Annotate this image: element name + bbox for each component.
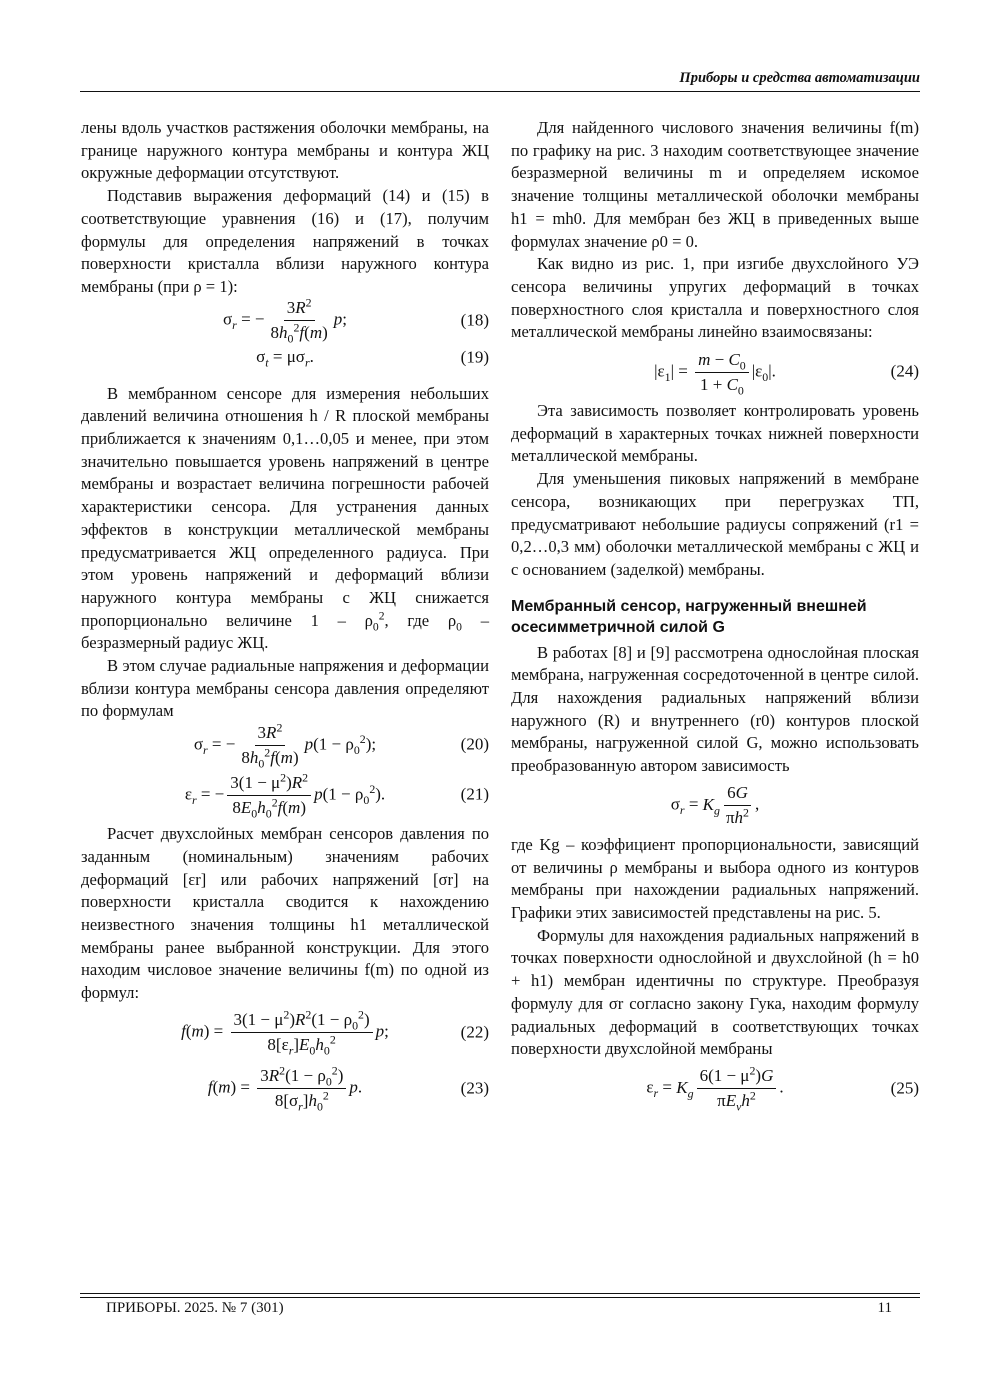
equation-19: $\sigma_t = \mu\sigma_r$. (19) bbox=[256, 347, 489, 370]
journal-section-title: Приборы и средства автоматизации bbox=[679, 70, 920, 86]
paragraph: Как видно из рис. 1, при изгибе двухслойного УЭ сенсора величины упругих деформаций в точках поверхностного слоя кристалла и поверхностного слоя металлической мембраны линейно взаимосвязаны: bbox=[511, 254, 919, 342]
footer-rule bbox=[80, 1297, 920, 1298]
equation-number: (19) bbox=[460, 347, 489, 367]
equation-22: f(m) = $\frac{3(1 - \mu^2)R^2(1 - \rho_0^2)}{8[\varepsilon_r]E_0h_0^2}$ p; (22) bbox=[181, 1007, 489, 1058]
equation-number: (23) bbox=[460, 1078, 489, 1098]
left-column bbox=[81, 117, 489, 1117]
equation-24: $|\varepsilon_1|$ = $\frac{m - C_0}{1 + C_0}$ $|\varepsilon_0|$. (24) bbox=[654, 349, 919, 397]
paragraph: где Kg – коэффициент пропорциональности, зависящий от величины ρ мембраны и выбора одного из контуров мембраны при нахождении радиальных напряжений. Графики этих зависимостей представлены на рис. 5. bbox=[511, 834, 919, 922]
equation-18: $\sigma_r$ = − $\frac{3R^2}{8h_0^2f(m)}$ p; (18) bbox=[223, 295, 489, 346]
equation-kg: $\sigma_r = K_g$ $\frac{6G}{\pi h^2}$ , bbox=[670, 783, 760, 828]
equation-number: (22) bbox=[460, 1022, 489, 1042]
paragraph: Для найденного числового значения величины f(m) по графику на рис. 3 находим соответствующее значение безразмерной величины m и определяем искомое значение толщины металлической оболочки мембраны h1 = mh0. Для мембран без ЖЦ в приведенных выше формулах значение ρ0 = 0. bbox=[511, 118, 919, 251]
paragraph: В мембранном сенсоре для измерения небольших давлений величина отношения h / R плоской мембраны приближается к значениям 0,1…0,05 и менее, при этом значительно повышается уровень напряжений в центре мембраны и возрастает величина погрешности рабочей характеристики сенсора. Для устранения данных эффектов в конструкции металлической мембраны предусматривается ЖЦ определенного радиуса. При этом уровень напряжений и деформаций вблизи наружного контура мембраны с ЖЦ снижается пропорционально величине $1 - \rho_0^2$, где $\rho_0$ – безразмерный радиус ЖЦ. bbox=[81, 383, 489, 653]
equation-number: (21) bbox=[460, 784, 489, 804]
paragraph: В работах [8] и [9] рассмотрена однослойная плоская мембрана, нагруженная сосредоточенной в центре силой. Для нахождения радиальных напряжений вблизи наружного (R) и внутреннего (r0) контуров плоской мембраны, нагруженной силой G, можно использовать преобразованную автором зависимость bbox=[511, 642, 919, 776]
equation-number: (20) bbox=[460, 734, 489, 754]
section-heading: Мембранный сенсор, нагруженный внешней осесимметричной силой G bbox=[511, 597, 867, 636]
paragraph: Формулы для нахождения радиальных напряжений в точках поверхности однослойной и двухслойной (h = h0 + h1) мембран идентичны по структуре. Преобразуя формулу для σr согласно закону Гука, находим формулу радиальных деформаций в соответствующих точках поверхности двухслойной мембраны bbox=[511, 925, 919, 1059]
equation-20: $\sigma_r$ = − $\frac{3R^2}{8h_0^2f(m)}$ $p(1 - \rho_0^2)$; (20) bbox=[193, 720, 489, 771]
paragraph: лены вдоль участков растяжения оболочки мембраны, на границе наружного контура мембраны и контура ЖЦ окружные деформации отсутствуют. bbox=[81, 118, 489, 183]
right-column bbox=[511, 117, 919, 1117]
paragraph: Эта зависимость позволяет контролировать уровень деформаций в характерных точках нижней поверхности металлической мембраны. bbox=[511, 401, 919, 466]
equation-21: $\varepsilon_r$ = − $\frac{3(1 - \mu^2)R^2}{8E_0h_0^2f(m)}$ $p(1 - \rho_0^2)$. (21) bbox=[184, 770, 489, 821]
paragraph: Для уменьшения пиковых напряжений в мембране сенсора, возникающих при перегрузках ТП, предусматривают небольшие радиусы сопряжений (r1 = 0,2…0,3 мм) оболочки металлической мембраны с ЖЦ и с основанием (заделкой) мембраны. bbox=[511, 469, 919, 579]
paragraph: Расчет двухслойных мембран сенсоров давления по заданным (номинальным) значениям рабочих деформаций [εr] или рабочих напряжений [σr] на поверхности кристалла сводится к нахождению неизвестного значения толщины h1 металлической мембраны ранее выбранной конструкции. Для этого находим числовое значение величины f(m) по одной из формул: bbox=[81, 824, 489, 1003]
equation-number: (25) bbox=[890, 1078, 919, 1098]
journal-citation: ПРИБОРЫ. 2025. № 7 (301) bbox=[106, 1300, 284, 1316]
page-number: 11 bbox=[877, 1300, 892, 1316]
equation-25: $\varepsilon_r = K_g$ $\frac{6(1 - \mu^2)G}{\pi E_vh^2}$ . (25) bbox=[646, 1063, 919, 1114]
equation-number: (18) bbox=[460, 310, 489, 330]
paragraph: В этом случае радиальные напряжения и деформации вблизи контура мембраны сенсора давления определяют по формулам bbox=[81, 656, 489, 721]
equation-number: (24) bbox=[890, 361, 919, 381]
footer-rule bbox=[80, 1293, 920, 1294]
header-rule bbox=[80, 91, 920, 92]
paragraph: Подставив выражения деформаций (14) и (15) в соответствующие уравнения (16) и (17), получим формулы для определения напряжений в точках поверхности кристалла вблизи наружного контура мембраны (при ρ = 1): bbox=[81, 186, 489, 296]
equation-23: f(m) = $\frac{3R^2(1 - \rho_0^2)}{8[\sigma_r]h_0^2}$ p. (23) bbox=[207, 1063, 489, 1114]
